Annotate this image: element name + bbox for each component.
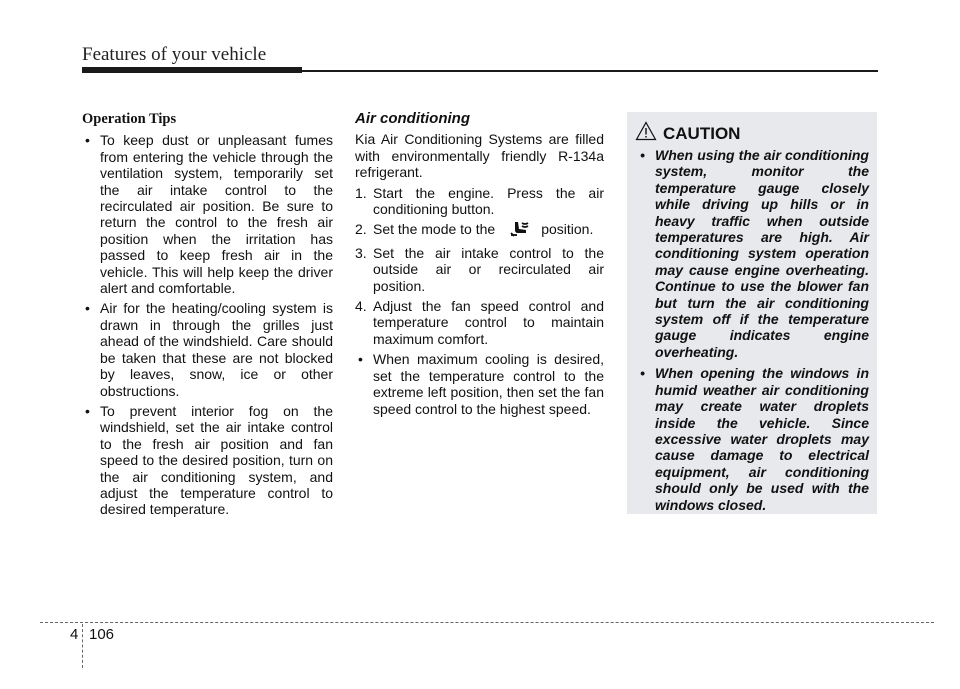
- list-item: [82, 132, 333, 296]
- footer-divider: [82, 624, 83, 668]
- step-item: [355, 185, 604, 218]
- caution-body: [637, 147, 869, 518]
- step-number: 3.: [355, 244, 367, 261]
- bullet: •: [640, 365, 645, 382]
- air-conditioning-title: Air conditioning: [355, 110, 470, 127]
- tip-text: To prevent interior fog on the windshield, set the air intake control to the fresh air position and fan speed to the desired position, turn on the air conditioning system, and adjust the temperature control to desired temperature.: [100, 402, 333, 518]
- header-bar: [82, 67, 302, 73]
- warning-triangle-icon: [635, 121, 657, 146]
- step-number: 2.: [355, 221, 367, 238]
- list-item: [355, 351, 604, 417]
- step-item: [355, 221, 604, 240]
- tip-text: Air for the heating/cooling system is drawn in through the grilles just ahead of the windshield. Care should be taken that these are not blocked by leaves, snow, ice or other obstructions.: [100, 300, 333, 399]
- operation-tips-section: [82, 111, 333, 522]
- operation-tips-title: Operation Tips: [82, 111, 177, 127]
- step-item: [355, 245, 604, 294]
- chapter-number: 4: [70, 626, 79, 643]
- caution-header: [635, 121, 740, 146]
- bullet: •: [85, 132, 90, 149]
- caution-title: CAUTION: [663, 123, 741, 143]
- air-conditioning-intro: Kia Air Conditioning Systems are filled with environmentally friendly R-134a refrigerant.: [355, 131, 604, 181]
- page-number: 106: [89, 626, 115, 643]
- step-number: 4.: [355, 298, 367, 315]
- step-text: Start the engine. Press the air conditioning button.: [373, 184, 604, 218]
- cooling-note: When maximum cooling is desired, set the temperature control to the extreme left position, then set the fan speed control to the highest speed.: [373, 351, 604, 417]
- step-number: 1.: [355, 184, 367, 201]
- step-item: [355, 298, 604, 347]
- air-conditioning-section: [355, 111, 604, 421]
- bullet: •: [85, 402, 90, 419]
- bullet: •: [640, 147, 645, 163]
- step-text: Adjust the fan speed control and temperature control to maintain maximum comfort.: [373, 298, 604, 347]
- caution-item: [637, 147, 869, 360]
- page-header-title: Features of your vehicle: [82, 44, 267, 65]
- list-item: [82, 300, 333, 398]
- step-text: Set the mode to the: [373, 221, 496, 238]
- list-item: [82, 403, 333, 518]
- step-text-after: position.: [541, 221, 594, 238]
- header-rule: [302, 70, 878, 72]
- floor-vent-mode-icon: [509, 221, 531, 240]
- caution-item: [637, 365, 869, 513]
- bullet: •: [358, 351, 363, 368]
- caution-text: When opening the windows in humid weather air conditioning may create water droplets inside the vehicle. Since excessive water droplets may cause damage to electrical equipment, air conditioning should only be used with the windows closed.: [655, 365, 869, 513]
- footer-rule: [40, 622, 934, 623]
- caution-box: [627, 112, 877, 514]
- bullet: •: [85, 300, 90, 317]
- caution-text: When using the air conditioning system, monitor the temperature gauge closely while driving up hills or in heavy traffic when outside temperatures are high. Air conditioning system operation may cause engine overheating. Continue to use the blower fan but turn the air conditioning system off if the temperature gauge indicates engine overheating.: [655, 147, 869, 360]
- step-text: Set the air intake control to the outside air or recirculated air position.: [373, 244, 604, 294]
- tip-text: To keep dust or unpleasant fumes from entering the vehicle through the ventilation system, temporarily set the air intake control to the recirculated air position. Be sure to return the control to the fresh air position when the irritation has passed to keep fresh air in the vehicle. This will help keep the driver alert and comfortable.: [100, 132, 333, 297]
